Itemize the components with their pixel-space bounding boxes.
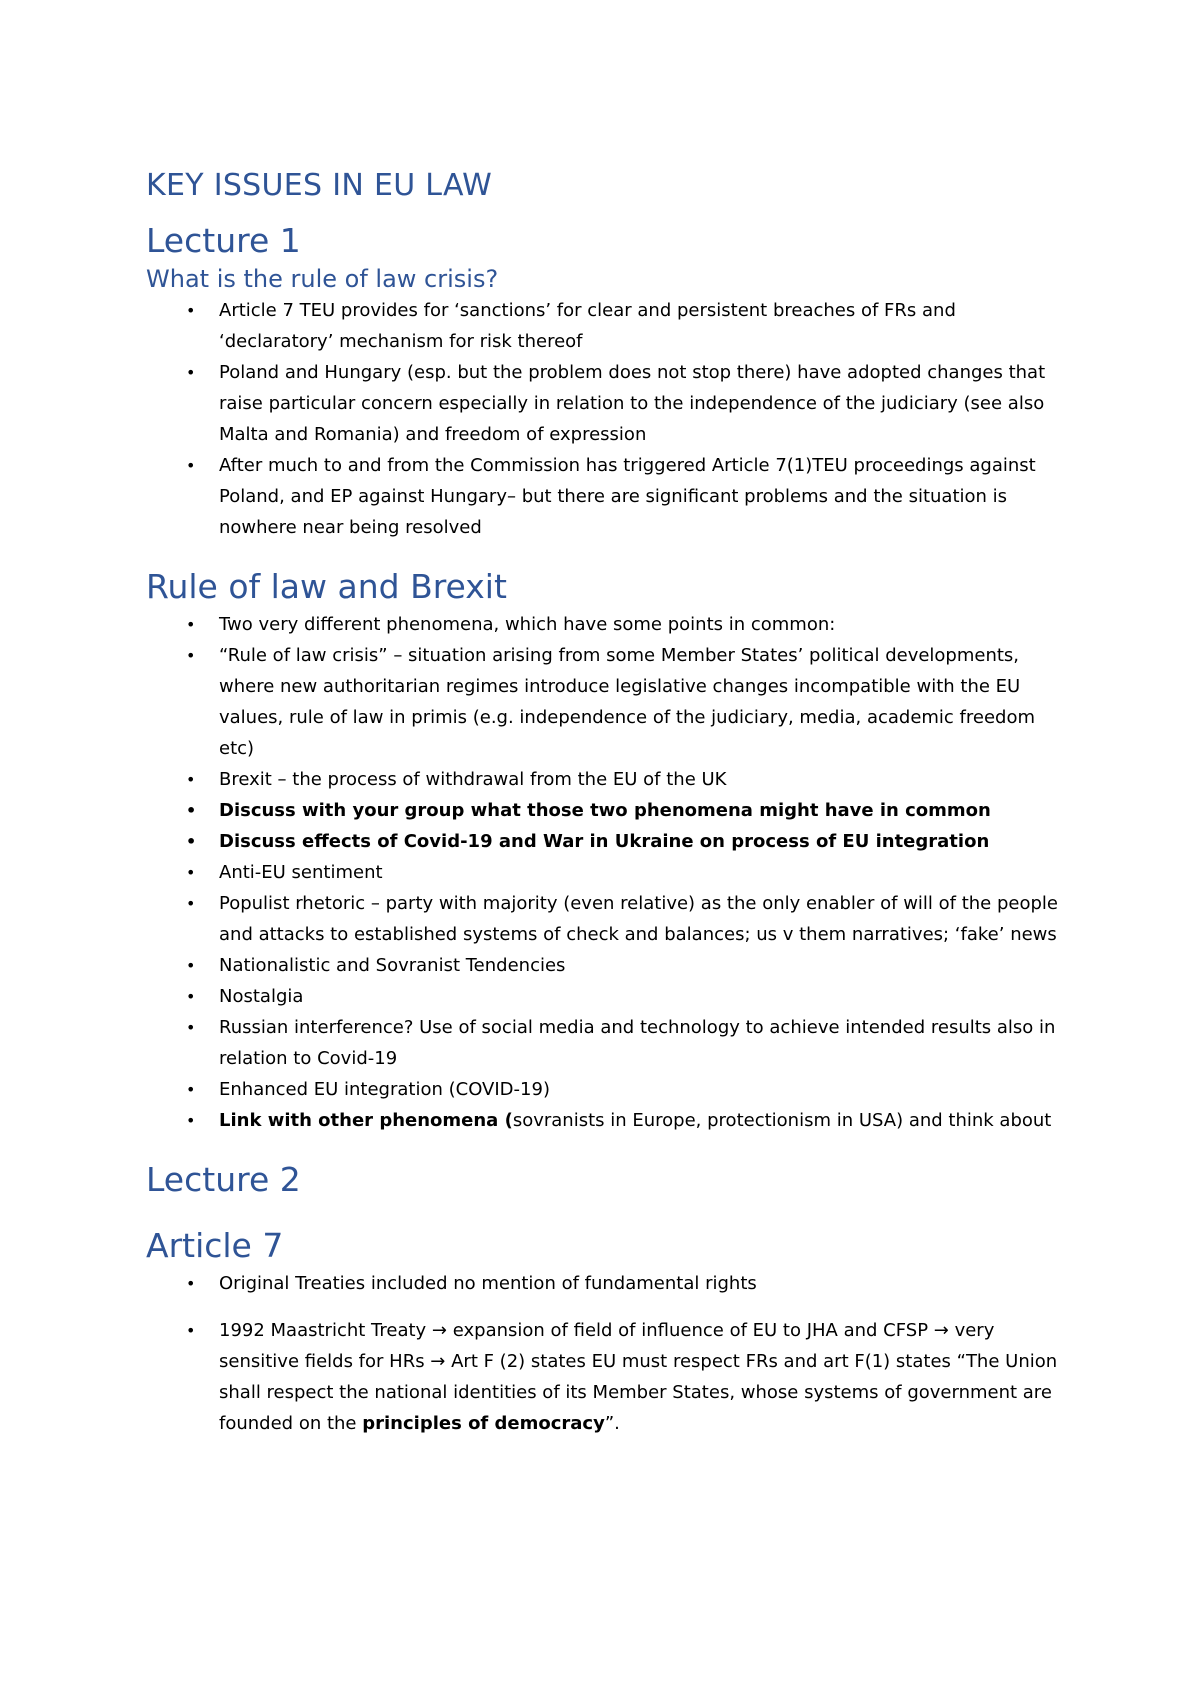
list-item: • Original Treaties included no mention of fundamental rights bbox=[146, 1268, 1066, 1299]
bullet-icon: • bbox=[186, 1111, 196, 1130]
list-item: • After much to and from the Commission has triggered Article 7(1)TEU proceedings against Poland, and EP against Hungary– but there are significant problems and the situation is nowhere near being resolved bbox=[146, 450, 1066, 543]
bullet-icon: • bbox=[186, 615, 196, 634]
bullet-icon: • bbox=[186, 894, 196, 913]
list-item: • Enhanced EU integration (COVID-19) bbox=[146, 1074, 1066, 1105]
list-rule-of-law-and-brexit bbox=[146, 609, 1066, 1136]
bullet-icon: • bbox=[186, 956, 196, 975]
document-content bbox=[146, 168, 1066, 1439]
heading-article-7: Article 7 bbox=[146, 1226, 284, 1265]
list-item: • Discuss with your group what those two phenomena might have in common bbox=[146, 795, 1066, 826]
bullet-icon: • bbox=[186, 770, 196, 789]
list-item: • Brexit – the process of withdrawal from the EU of the UK bbox=[146, 764, 1066, 795]
bullet-icon: • bbox=[186, 1321, 196, 1340]
bullet-icon: • bbox=[186, 987, 196, 1006]
list-item: • Nationalistic and Sovranist Tendencies bbox=[146, 950, 1066, 981]
bullet-icon: • bbox=[186, 1274, 196, 1293]
list-item: • Poland and Hungary (esp. but the problem does not stop there) have adopted changes that raise particular concern especially in relation to the independence of the judiciary (see also Malta and Romania) and freedom of expression bbox=[146, 357, 1066, 450]
list-item: • Discuss effects of Covid-19 and War in Ukraine on process of EU integration bbox=[146, 826, 1066, 857]
heading-lecture-1: Lecture 1 bbox=[146, 221, 301, 260]
list-item: • Two very different phenomena, which have some points in common: bbox=[146, 609, 1066, 640]
bullet-icon: • bbox=[186, 832, 197, 851]
heading-rule-of-law-and-brexit: Rule of law and Brexit bbox=[146, 567, 507, 606]
list-rule-of-law-crisis bbox=[146, 295, 1066, 543]
bullet-icon: • bbox=[186, 301, 196, 320]
list-item: • 1992 Maastricht Treaty → expansion of field of influence of EU to JHA and CFSP → very sensitive fields for HRs → Art F (2) states EU must respect FRs and art F(1) states “The Union shall respect the national identities of its Member States, whose systems of government are founded on the principles of democracy”. bbox=[146, 1315, 1066, 1439]
bullet-icon: • bbox=[186, 646, 196, 665]
bullet-icon: • bbox=[186, 363, 196, 382]
bullet-icon: • bbox=[186, 1080, 196, 1099]
bullet-icon: • bbox=[186, 1018, 196, 1037]
list-article-7 bbox=[146, 1268, 1066, 1439]
list-item: • Article 7 TEU provides for ‘sanctions’ for clear and persistent breaches of FRs and ‘declaratory’ mechanism for risk thereof bbox=[146, 295, 1066, 357]
document-title: KEY ISSUES IN EU LAW bbox=[146, 168, 493, 203]
bullet-icon: • bbox=[186, 863, 196, 882]
heading-lecture-2: Lecture 2 bbox=[146, 1160, 301, 1199]
list-item: • Link with other phenomena (sovranists in Europe, protectionism in USA) and think about bbox=[146, 1105, 1066, 1136]
list-item: • Russian interference? Use of social media and technology to achieve intended results also in relation to Covid-19 bbox=[146, 1012, 1066, 1074]
list-item: • Anti-EU sentiment bbox=[146, 857, 1066, 888]
heading-rule-of-law-crisis: What is the rule of law crisis? bbox=[146, 265, 499, 293]
list-item: • Populist rhetoric – party with majority (even relative) as the only enabler of will of the people and attacks to established systems of check and balances; us v them narratives; ‘fake’ news bbox=[146, 888, 1066, 950]
bullet-icon: • bbox=[186, 456, 196, 475]
list-item: • “Rule of law crisis” – situation arising from some Member States’ political developments, where new authoritarian regimes introduce legislative changes incompatible with the EU values, rule of law in primis (e.g. independence of the judiciary, media, academic freedom etc) bbox=[146, 640, 1066, 764]
list-item: • Nostalgia bbox=[146, 981, 1066, 1012]
bullet-icon: • bbox=[186, 801, 197, 820]
